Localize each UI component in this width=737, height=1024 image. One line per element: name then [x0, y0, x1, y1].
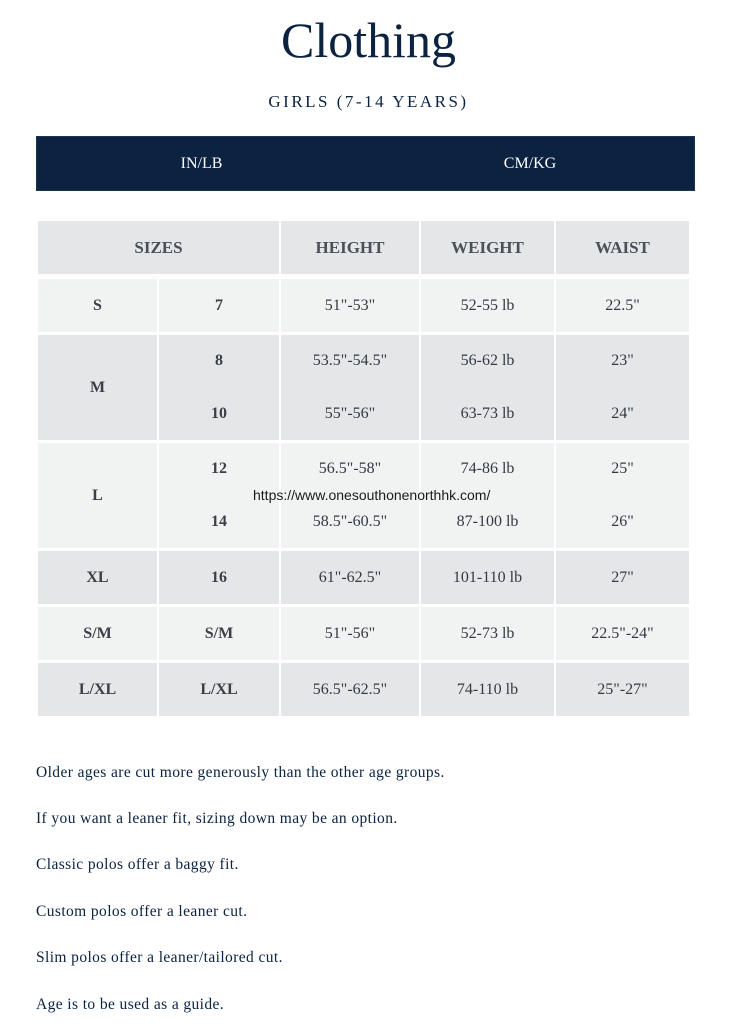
- weight-cell: 52-55 lb: [421, 279, 554, 332]
- size-cell: S/M: [38, 607, 157, 660]
- weight-cell: [421, 335, 554, 440]
- age-cell: L/XL: [159, 663, 279, 716]
- age-value: 14: [211, 512, 227, 530]
- header-waist: WAIST: [556, 221, 689, 274]
- height-cell: 61"-62.5": [281, 551, 419, 604]
- height-cell: 51"-56": [281, 607, 419, 660]
- height-cell: [281, 335, 419, 440]
- height-cell: 51"-53": [281, 279, 419, 332]
- age-value: 10: [211, 404, 227, 422]
- size-cell: L/XL: [38, 663, 157, 716]
- waist-value: 25": [611, 460, 634, 478]
- waist-value: 24": [611, 404, 634, 422]
- height-value: 53.5"-54.5": [312, 352, 388, 370]
- fit-note: Age is to be used as a guide.: [36, 996, 225, 1013]
- size-cell: S: [38, 279, 157, 332]
- waist-value: 26": [611, 512, 634, 530]
- waist-cell: [556, 443, 689, 548]
- waist-value: 23": [611, 352, 634, 370]
- waist-cell: [556, 335, 689, 440]
- unit-toggle-bar: [36, 136, 695, 191]
- header-height: HEIGHT: [281, 221, 419, 274]
- weight-value: 74-86 lb: [460, 460, 515, 478]
- waist-cell: 22.5"-24": [556, 607, 689, 660]
- height-value: 56.5"-58": [318, 460, 382, 478]
- waist-cell: 25"-27": [556, 663, 689, 716]
- height-value: 58.5"-60.5": [312, 512, 388, 530]
- header-sizes: SIZES: [38, 221, 279, 274]
- height-value: 55"-56": [324, 404, 376, 422]
- weight-cell: 101-110 lb: [421, 551, 554, 604]
- waist-cell: 27": [556, 551, 689, 604]
- size-cell: L: [38, 443, 157, 548]
- weight-cell: 52-73 lb: [421, 607, 554, 660]
- age-cell: [159, 335, 279, 440]
- tab-cm-kg[interactable]: CM/KG: [503, 155, 557, 172]
- fit-note: Custom polos offer a leaner cut.: [36, 903, 248, 920]
- fit-note: If you want a leaner fit, sizing down may be an option.: [36, 810, 398, 827]
- fit-note: Older ages are cut more generously than the other age groups.: [36, 764, 445, 781]
- age-cell: 16: [159, 551, 279, 604]
- waist-cell: 22.5": [556, 279, 689, 332]
- page-title: Clothing: [280, 12, 457, 68]
- size-cell: M: [38, 335, 157, 440]
- age-cell: 7: [159, 279, 279, 332]
- watermark-url: https://www.onesouthonenorthhk.com/: [253, 487, 491, 503]
- age-value: 8: [215, 352, 223, 370]
- height-cell: 56.5"-62.5": [281, 663, 419, 716]
- fit-note: Classic polos offer a baggy fit.: [36, 856, 239, 873]
- weight-cell: 74-110 lb: [421, 663, 554, 716]
- weight-value: 63-73 lb: [460, 404, 515, 422]
- age-cell: S/M: [159, 607, 279, 660]
- tab-in-lb[interactable]: IN/LB: [180, 155, 223, 172]
- page-subtitle: GIRLS (7-14 YEARS): [268, 92, 469, 111]
- weight-value: 56-62 lb: [460, 352, 515, 370]
- fit-note: Slim polos offer a leaner/tailored cut.: [36, 949, 283, 966]
- size-cell: XL: [38, 551, 157, 604]
- age-value: 12: [211, 460, 227, 478]
- weight-value: 87-100 lb: [456, 512, 519, 530]
- header-weight: WEIGHT: [421, 221, 554, 274]
